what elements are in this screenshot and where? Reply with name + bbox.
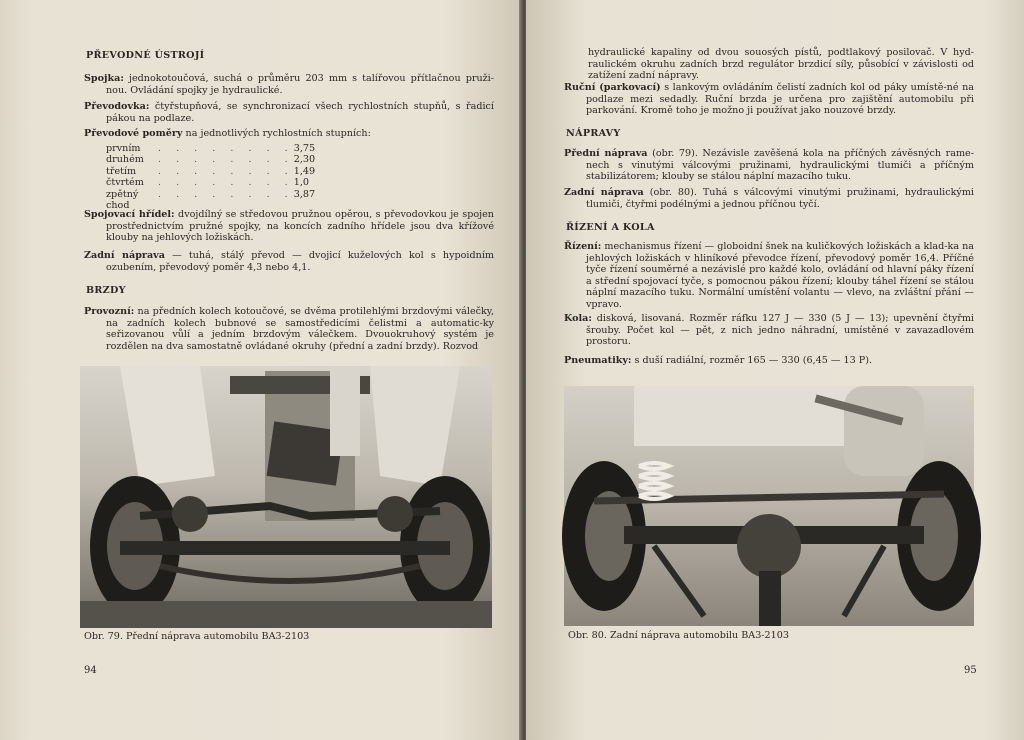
kola-paragraph: [564, 313, 974, 348]
ratio-table: [106, 143, 316, 211]
provozni-paragraph: [84, 306, 494, 352]
rizeni-text: mechanismus řízení — globoidní šnek na kuličkových ložiskách a klad-ka na jehlových ložiskách v hliníkové převodce řízení, převodový poměr 16,4. Příčné tyče řízení souměrné a nezávislé pro každé kolo, ovládání od hlavní páky řízení a střední spojovací tyče, s pomocnou pákou řízení; klouby táhel řízení se stálou náplní mazacího tuku. Normální umístění volantu — vlevo, na zvláštní přání — vpravo.: [586, 241, 974, 310]
provozni-text: na předních kolech kotoučové, se dvěma protilehlými brzdovými válečky, na zadních kolech bubnové se samostředicími čelistmi a automatic-ky seřizovanou vůlí a jedním brzdovým válečkem. Dvouokruhový systém je rozdělen na dva samostatně ovládané okruhy (přední a zadní brzdy). Rozvod: [106, 306, 494, 352]
pomery-label: Převodové poměry: [84, 128, 183, 139]
kola-text: disková, lisovaná. Rozměr ráfku 127 J — 330 (5 J — 13); upevnění čtyřmi šrouby. Počet kol — pět, z nich jedno náhradní, umístěné v zavazadlovém prostoru.: [586, 313, 974, 348]
zadni-naprava-paragraph: [84, 250, 494, 273]
spojka-paragraph: [84, 73, 494, 96]
kola-label: Kola:: [564, 313, 592, 324]
rucni-label: Ruční (parkovací): [564, 82, 661, 93]
front-axle-illustration: [80, 366, 492, 628]
rucni-paragraph: [564, 82, 974, 117]
pneumatiky-text: s duší radiální, rozměr 165 — 330 (6,45 — 13 P).: [634, 355, 873, 366]
figure-79-caption: Obr. 79. Přední náprava automobilu BA3-2103: [84, 631, 310, 642]
predni-naprava-paragraph: [564, 148, 974, 183]
predni-naprava-text: (obr. 79). Nezávisle zavěšená kola na příčných závěsných rame-nech s vinutými válcovými pružinami, hydraulickými tlumiči a příčným stabilizátorem; klouby se stálou náplní mazacího tuku.: [586, 148, 974, 183]
zadni-naprava-text: — tuhá, stálý převod — dvojicí kuželových kol s hypoidním ozubením, převodový poměr 4,3 nebo 4,1.: [106, 250, 494, 273]
rear-axle-photo: [564, 386, 974, 626]
spojka-label: Spojka:: [84, 73, 124, 84]
zadni-naprava-right-paragraph: [564, 187, 974, 210]
ratio-row: zpětný chod . . . . . . . . 3,87: [106, 188, 316, 212]
rucni-text: s lankovým ovládáním čelistí zadních kol od páky umístě-né na podlaze mezi sedadly. Ruční brzda je určena pro zajištění automobilu při parkování. Kromě toho je možno ji používat jako nouzové brzdy.: [586, 82, 974, 117]
page-number-left: 94: [84, 665, 97, 676]
ratio-row: prvním . . . . . . . . 3,75: [106, 143, 316, 154]
rizeni-label: Řízení:: [564, 241, 602, 252]
front-axle-photo: [80, 366, 492, 628]
hridel-label: Spojovací hřídel:: [84, 209, 175, 220]
ratio-row: druhém . . . . . . . . 2,30: [106, 154, 316, 166]
zadni-naprava-label: Zadní náprava: [84, 250, 165, 261]
figure-80-caption: Obr. 80. Zadní náprava automobilu BA3-2103: [568, 630, 789, 641]
ratio-row: třetím . . . . . . . . 1,49: [106, 165, 316, 177]
prevodovka-paragraph: [84, 101, 494, 124]
prevodovka-text: čtyřstupňová, se synchronizací všech rychlostních stupňů, s řadicí pákou na podlaze.: [106, 101, 494, 124]
heading-napravy: NÁPRAVY: [566, 128, 621, 139]
rizeni-paragraph: [564, 241, 974, 311]
heading-brzdy: BRZDY: [86, 285, 126, 296]
provozni-label: Provozní:: [84, 306, 135, 317]
pomery-text: na jednotlivých rychlostních stupních:: [185, 128, 371, 139]
pomery-paragraph: [84, 128, 494, 140]
page-number-right: 95: [964, 665, 977, 676]
hridel-paragraph: [84, 209, 494, 244]
right-page: [526, 0, 1024, 740]
prevodovka-label: Převodovka:: [84, 101, 150, 112]
rear-axle-illustration: [564, 386, 974, 626]
ratio-row: čtvrtém . . . . . . . . 1,0: [106, 177, 309, 189]
predni-naprava-label: Přední náprava: [564, 148, 648, 159]
spojka-text: jednokotoučová, suchá o průměru 203 mm s talířovou přítlačnou pruži-nou. Ovládání spojky je hydraulické.: [106, 73, 494, 96]
heading-prevodne-ustroji: PŘEVODNÉ ÚSTROJÍ: [86, 50, 205, 61]
zadni-naprava-right-text: (obr. 80). Tuhá s válcovými vinutými pružinami, hydraulickými tlumiči, čtyřmi podélnými a jednou příčnou tyčí.: [586, 187, 974, 210]
pneumatiky-label: Pneumatiky:: [564, 355, 632, 366]
brakes-continuation: hydraulické kapaliny od dvou souosých pístů, podtlakový posilovač. V hyd-raulickém okruhu zadních brzd regulátor brzdicí síly, působící v závislosti od zatížení zadní nápravy.: [588, 47, 974, 82]
pneumatiky-paragraph: [564, 355, 974, 367]
heading-rizeni-a-kola: ŘÍZENÍ A KOLA: [566, 222, 655, 233]
zadni-naprava-right-label: Zadní náprava: [564, 187, 644, 198]
hridel-text: dvojdílný se středovou pružnou opěrou, s převodovkou je spojen prostřednictvím pružné spojky, na koncích zadního hřídele jsou dva křížové klouby na jehlových ložiskách.: [106, 209, 494, 244]
